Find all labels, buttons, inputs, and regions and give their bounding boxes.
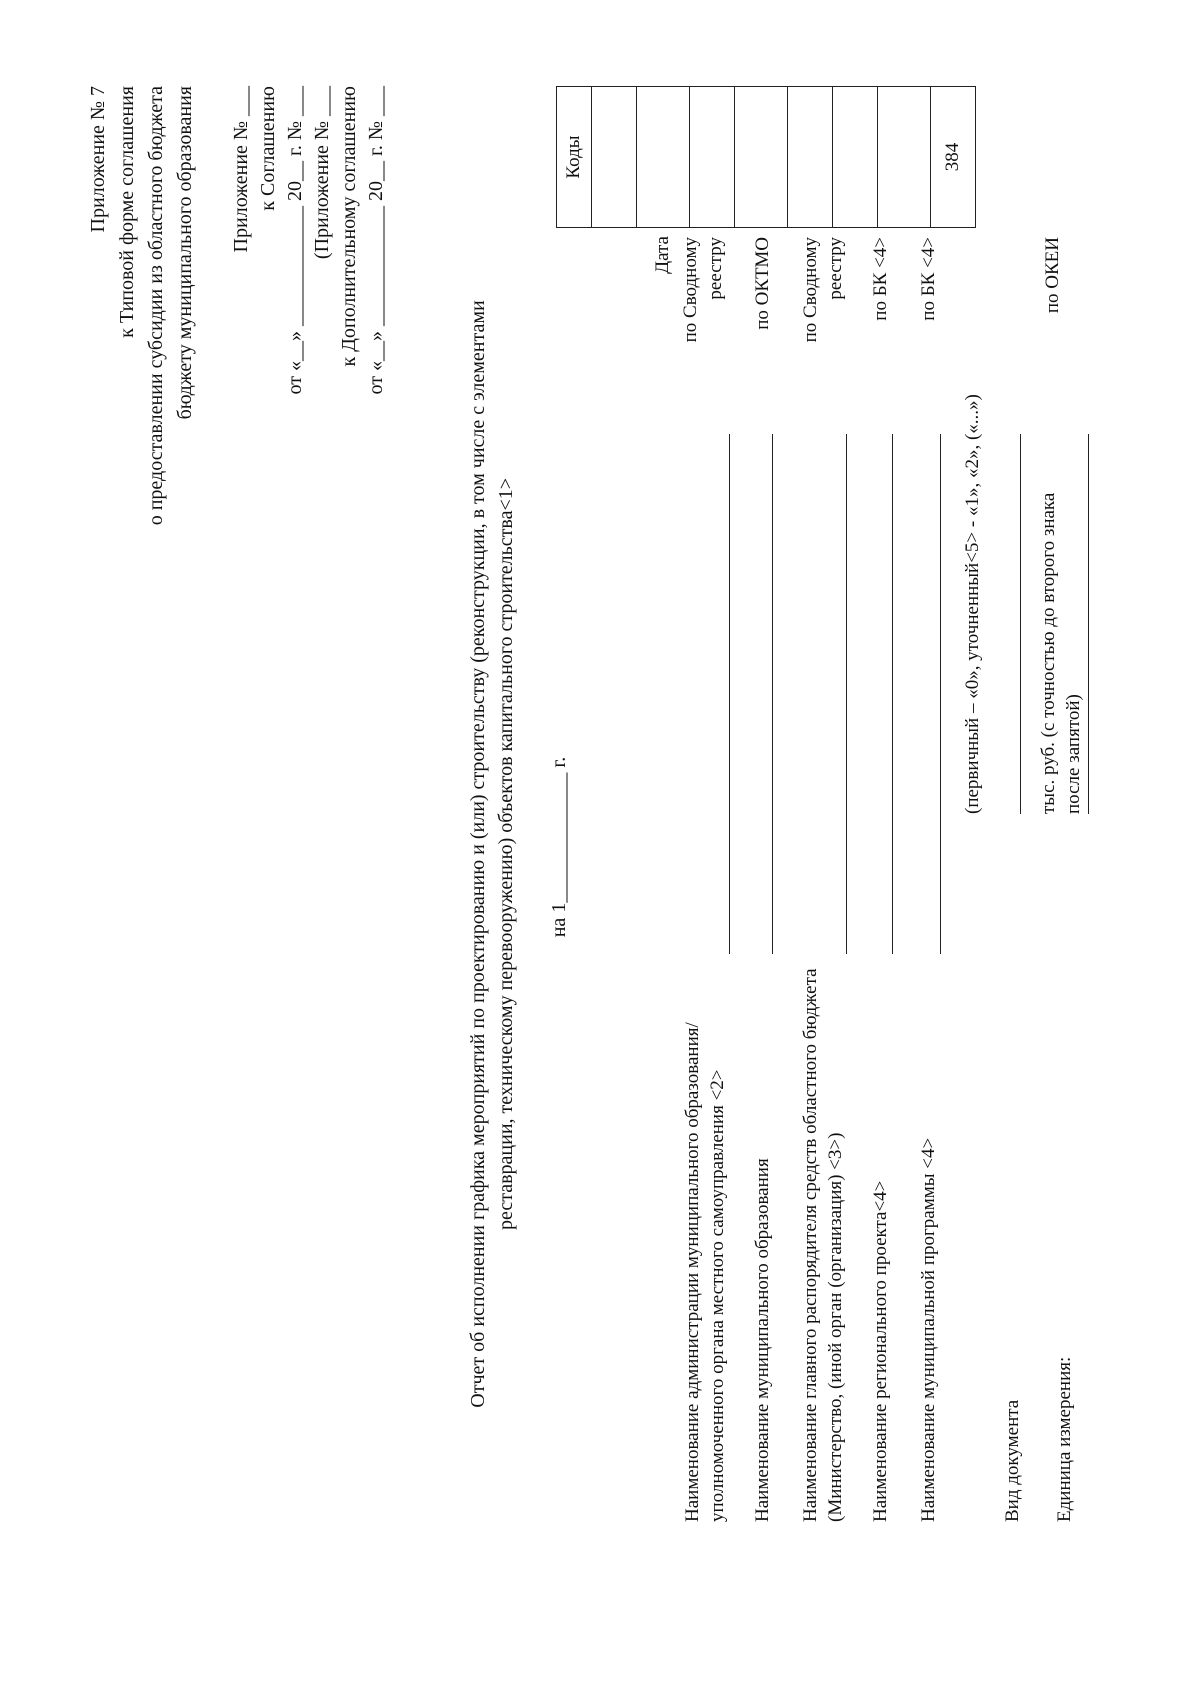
code-cell-doc-type — [878, 87, 931, 228]
additional-agreement-date: от «__» ____________ 20__ г. № ___ — [365, 86, 387, 395]
appendix-paren: (Приложение № ___ — [311, 86, 333, 260]
row-main-manager-underline — [846, 434, 847, 954]
appendix-line-2: к Типовой форме соглашения — [116, 86, 138, 338]
code-cell-date — [592, 87, 637, 228]
row-unit-desc: тыс. руб. (с точностью до второго знака после запятой) — [1038, 492, 1084, 814]
codes-table — [556, 86, 976, 228]
row-document-type: Вид документа — [1002, 1399, 1023, 1522]
codes-header: Коды — [557, 87, 592, 228]
code-cell-bk-2 — [833, 87, 878, 228]
row-main-manager-code-label: по Сводному реестру — [800, 237, 846, 343]
row-admin-underline — [729, 434, 730, 954]
row-municipality-code-label: по ОКТМО — [752, 237, 773, 330]
row-regional-project-underline — [892, 434, 893, 954]
row-unit-code-label: по ОКЕИ — [1042, 237, 1063, 314]
row-regional-project-code-label: по БК <4> — [870, 237, 891, 321]
row-admin-name: Наименование администрации муниципального образования/уполномоченного органа местного самоуправления <2> — [682, 1022, 728, 1522]
to-agreement: к Соглашению — [257, 86, 279, 211]
agreement-reference — [228, 86, 390, 395]
code-cell-okei: 384 — [931, 87, 976, 228]
report-title — [464, 214, 520, 1494]
to-additional-agreement: к Дополнительному соглашению — [338, 86, 360, 367]
appendix-header — [84, 86, 200, 525]
date-label: Дата — [652, 236, 673, 274]
appendix-ref: Приложение № ___ — [230, 86, 252, 253]
row-regional-project: Наименование регионального проекта<4> — [870, 1180, 891, 1522]
row-municipal-program: Наименование муниципальной программы <4> — [918, 1137, 939, 1522]
report-title-line-1: Отчет об исполнении графика мероприятий по проектированию и (или) строительству (реконструкции, в том числе с элементами — [467, 300, 489, 1408]
agreement-date: от «__» ____________ 20__ г. № ___ — [284, 86, 306, 395]
row-admin-code-label: по Сводному реестру — [680, 237, 726, 343]
row-municipal-program-underline — [940, 434, 941, 954]
row-municipal-program-code-label: по БК <4> — [918, 237, 939, 321]
code-cell-bk-1 — [788, 87, 833, 228]
code-cell-registry-2 — [735, 87, 788, 228]
row-municipality-underline — [772, 434, 773, 954]
report-title-line-2: реставрации, техническому перевооружению) объектов капитального строительства<1> — [495, 477, 517, 1231]
appendix-number: Приложение № 7 — [87, 86, 109, 233]
appendix-line-4: бюджету муниципального образования — [174, 86, 196, 420]
row-unit: Единица измерения: — [1054, 1356, 1075, 1522]
code-cell-oktmo — [690, 87, 735, 228]
row-document-type-underline — [1020, 434, 1021, 814]
appendix-line-3: о предоставлении субсидии из областного бюджета — [145, 86, 167, 526]
report-date-line: на 1_____________ г. — [548, 756, 570, 938]
code-cell-registry — [637, 87, 690, 228]
row-municipality-name: Наименование муниципального образования — [752, 1158, 773, 1522]
row-unit-underline — [1088, 434, 1089, 814]
row-document-type-desc: (первичный – «0», уточненный<5> - «1», «2», («...») — [962, 394, 983, 814]
row-main-manager: Наименование главного распорядителя средств областного бюджета (Министерство, (иной орган (организация) <3>) — [800, 968, 846, 1522]
